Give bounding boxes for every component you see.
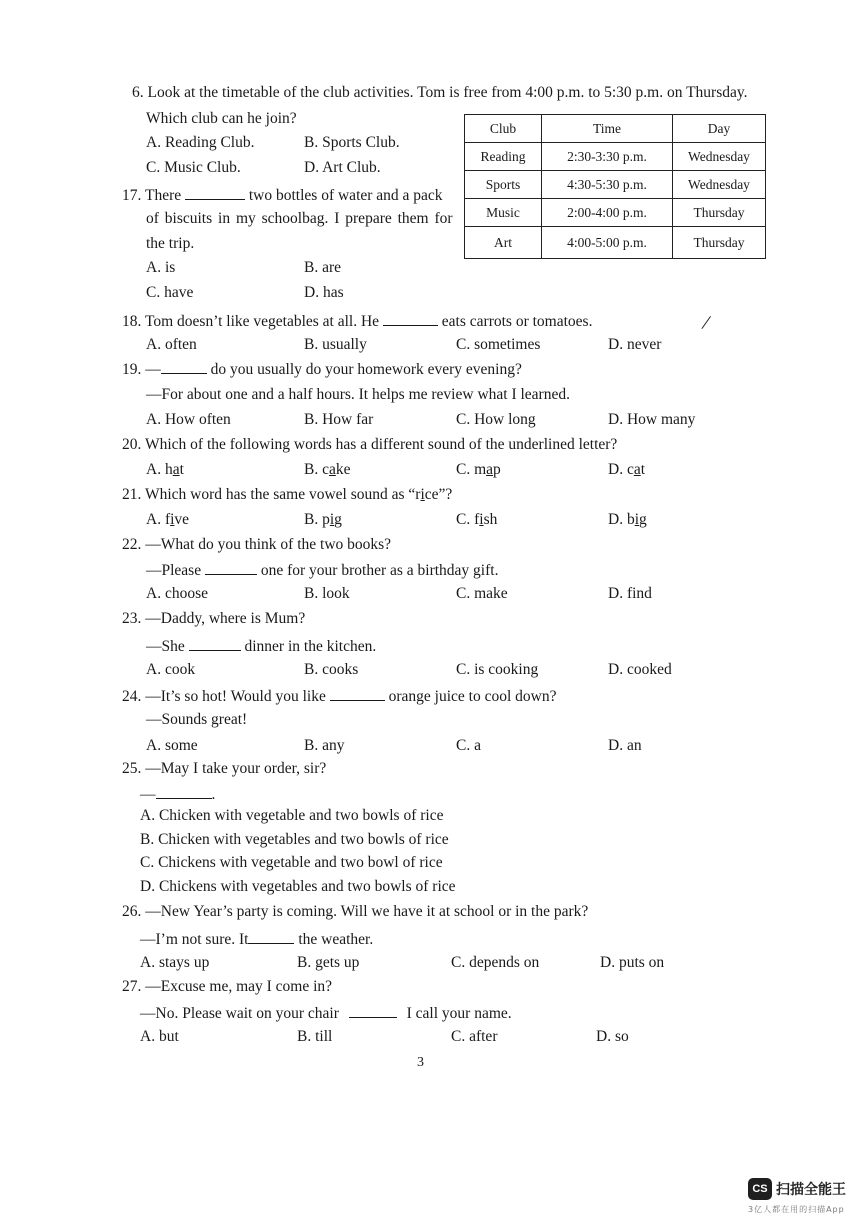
question-19-option-d: D. How many bbox=[608, 411, 696, 428]
question-20-option-d: D. cat bbox=[608, 461, 646, 478]
question-21-option-a: A. five bbox=[146, 511, 190, 528]
answer-blank bbox=[248, 929, 294, 944]
question-23-stem-line2: —She dinner in the kitchen. bbox=[146, 638, 377, 655]
question-18-stem: 18. Tom doesn’t like vegetables at all. He eats carrots or tomatoes. bbox=[122, 313, 593, 330]
question-21-option-b: B. pig bbox=[304, 511, 342, 528]
question-26-stem-line2: —I’m not sure. It the weather. bbox=[140, 931, 374, 948]
question-16-option-d: D. Art Club. bbox=[304, 159, 381, 176]
timetable-row bbox=[465, 227, 766, 259]
timetable-cell: Thursday bbox=[673, 199, 766, 227]
question-25-option-c: C. Chickens with vegetable and two bowl of rice bbox=[140, 854, 443, 871]
question-26-option-c: C. depends on bbox=[451, 954, 540, 971]
question-16-option-c: C. Music Club. bbox=[146, 159, 241, 176]
question-27-option-a: A. but bbox=[140, 1028, 179, 1045]
question-27-option-c: C. after bbox=[451, 1028, 498, 1045]
camscanner-logo-icon: CS bbox=[748, 1178, 772, 1200]
watermark-tagline: 3亿人都在用的扫描App bbox=[748, 1205, 845, 1214]
pen-mark: / bbox=[701, 311, 711, 335]
question-16-stem-line2: Which club can he join? bbox=[146, 110, 297, 127]
answer-blank bbox=[349, 1003, 397, 1018]
question-17-number: 17. bbox=[122, 187, 142, 204]
question-24-option-b: B. any bbox=[304, 737, 345, 754]
question-25-option-b: B. Chicken with vegetables and two bowls of rice bbox=[140, 831, 449, 848]
timetable-cell: 2:00-4:00 p.m. bbox=[542, 199, 673, 227]
question-25-stem: 25. —May I take your order, sir? bbox=[122, 760, 327, 777]
question-22-option-b: B. look bbox=[304, 585, 350, 602]
timetable-cell: Thursday bbox=[673, 227, 766, 259]
question-20-stem: 20. Which of the following words has a different sound of the underlined letter? bbox=[122, 436, 618, 453]
question-17-option-a: A. is bbox=[146, 259, 176, 276]
question-27-stem-line2: —No. Please wait on your chair I call your name. bbox=[140, 1005, 512, 1022]
question-20-option-b: B. cake bbox=[304, 461, 351, 478]
timetable-cell: Wednesday bbox=[673, 143, 766, 171]
timetable-header-club: Club bbox=[465, 115, 542, 143]
question-17-stem-line3: the trip. bbox=[146, 235, 195, 252]
question-19-stem-line2: —For about one and a half hours. It helps me review what I learned. bbox=[146, 386, 570, 403]
question-17-stem-line2: of biscuits in my schoolbag. I prepare them for bbox=[146, 210, 453, 227]
timetable-cell: Sports bbox=[465, 171, 542, 199]
timetable-row bbox=[465, 171, 766, 199]
timetable-cell: Music bbox=[465, 199, 542, 227]
timetable-cell: 2:30-3:30 p.m. bbox=[542, 143, 673, 171]
question-16-stem: 6. Look at the timetable of the club activities. Tom is free from 4:00 p.m. to 5:30 p.m. on Thursday. bbox=[132, 84, 748, 101]
question-17-option-d: D. has bbox=[304, 284, 344, 301]
question-24-option-d: D. an bbox=[608, 737, 642, 754]
question-24-stem-line2: —Sounds great! bbox=[146, 711, 248, 728]
timetable-row bbox=[465, 143, 766, 171]
question-24-option-a: A. some bbox=[146, 737, 198, 754]
question-17-option-b: B. are bbox=[304, 259, 342, 276]
question-18-option-c: C. sometimes bbox=[456, 336, 541, 353]
question-18-option-d: D. never bbox=[608, 336, 662, 353]
question-22-option-c: C. make bbox=[456, 585, 508, 602]
answer-blank bbox=[185, 185, 245, 200]
timetable-cell: 4:30-5:30 p.m. bbox=[542, 171, 673, 199]
timetable-header-row bbox=[465, 115, 766, 143]
question-18-option-b: B. usually bbox=[304, 336, 367, 353]
timetable-header-day: Day bbox=[673, 115, 766, 143]
question-17-stem: 17. There two bottles of water and a pack bbox=[122, 187, 443, 204]
timetable-row bbox=[465, 199, 766, 227]
question-24-option-c: C. a bbox=[456, 737, 481, 754]
question-26-option-a: A. stays up bbox=[140, 954, 210, 971]
answer-blank bbox=[383, 311, 438, 326]
timetable-header-time: Time bbox=[542, 115, 673, 143]
question-22-option-a: A. choose bbox=[146, 585, 208, 602]
question-19-stem: 19. — do you usually do your homework every evening? bbox=[122, 361, 522, 378]
question-23-stem: 23. —Daddy, where is Mum? bbox=[122, 610, 306, 627]
question-24-stem: 24. —It’s so hot! Would you like orange juice to cool down? bbox=[122, 688, 557, 705]
question-22-option-d: D. find bbox=[608, 585, 652, 602]
question-16-option-b: B. Sports Club. bbox=[304, 134, 400, 151]
watermark-app-name: 扫描全能王 bbox=[776, 1182, 846, 1198]
question-20-option-c: C. map bbox=[456, 461, 501, 478]
question-27-option-d: D. so bbox=[596, 1028, 629, 1045]
question-23-option-c: C. is cooking bbox=[456, 661, 539, 678]
answer-blank bbox=[161, 359, 207, 374]
answer-blank bbox=[205, 560, 257, 575]
question-22-stem-line2: —Please one for your brother as a birthday gift. bbox=[146, 562, 499, 579]
question-25-option-a: A. Chicken with vegetable and two bowls of rice bbox=[140, 807, 444, 824]
question-23-option-b: B. cooks bbox=[304, 661, 359, 678]
question-19-option-b: B. How far bbox=[304, 411, 374, 428]
question-26-option-d: D. puts on bbox=[600, 954, 665, 971]
answer-blank bbox=[156, 784, 212, 799]
question-21-stem: 21. Which word has the same vowel sound as “rice”? bbox=[122, 486, 453, 503]
timetable-cell: Wednesday bbox=[673, 171, 766, 199]
timetable-cell: Art bbox=[465, 227, 542, 259]
question-27-stem: 27. —Excuse me, may I come in? bbox=[122, 978, 333, 995]
question-25-answer-line: — . bbox=[140, 786, 216, 803]
question-20-option-a: A. hat bbox=[146, 461, 184, 478]
club-timetable bbox=[464, 114, 766, 259]
question-23-option-a: A. cook bbox=[146, 661, 196, 678]
question-19-option-c: C. How long bbox=[456, 411, 536, 428]
answer-blank bbox=[330, 686, 385, 701]
question-23-option-d: D. cooked bbox=[608, 661, 672, 678]
question-27-option-b: B. till bbox=[297, 1028, 333, 1045]
question-17-option-c: C. have bbox=[146, 284, 194, 301]
question-22-stem: 22. —What do you think of the two books? bbox=[122, 536, 392, 553]
page-number: 3 bbox=[417, 1055, 424, 1070]
question-25-option-d: D. Chickens with vegetables and two bowls of rice bbox=[140, 878, 456, 895]
question-19-option-a: A. How often bbox=[146, 411, 231, 428]
question-26-stem: 26. —New Year’s party is coming. Will we have it at school or in the park? bbox=[122, 903, 589, 920]
question-21-option-d: D. big bbox=[608, 511, 647, 528]
timetable-cell: 4:00-5:00 p.m. bbox=[542, 227, 673, 259]
question-18-option-a: A. often bbox=[146, 336, 197, 353]
timetable-cell: Reading bbox=[465, 143, 542, 171]
question-16-option-a: A. Reading Club. bbox=[146, 134, 255, 151]
question-26-option-b: B. gets up bbox=[297, 954, 360, 971]
question-21-option-c: C. fish bbox=[456, 511, 498, 528]
answer-blank bbox=[189, 636, 241, 651]
